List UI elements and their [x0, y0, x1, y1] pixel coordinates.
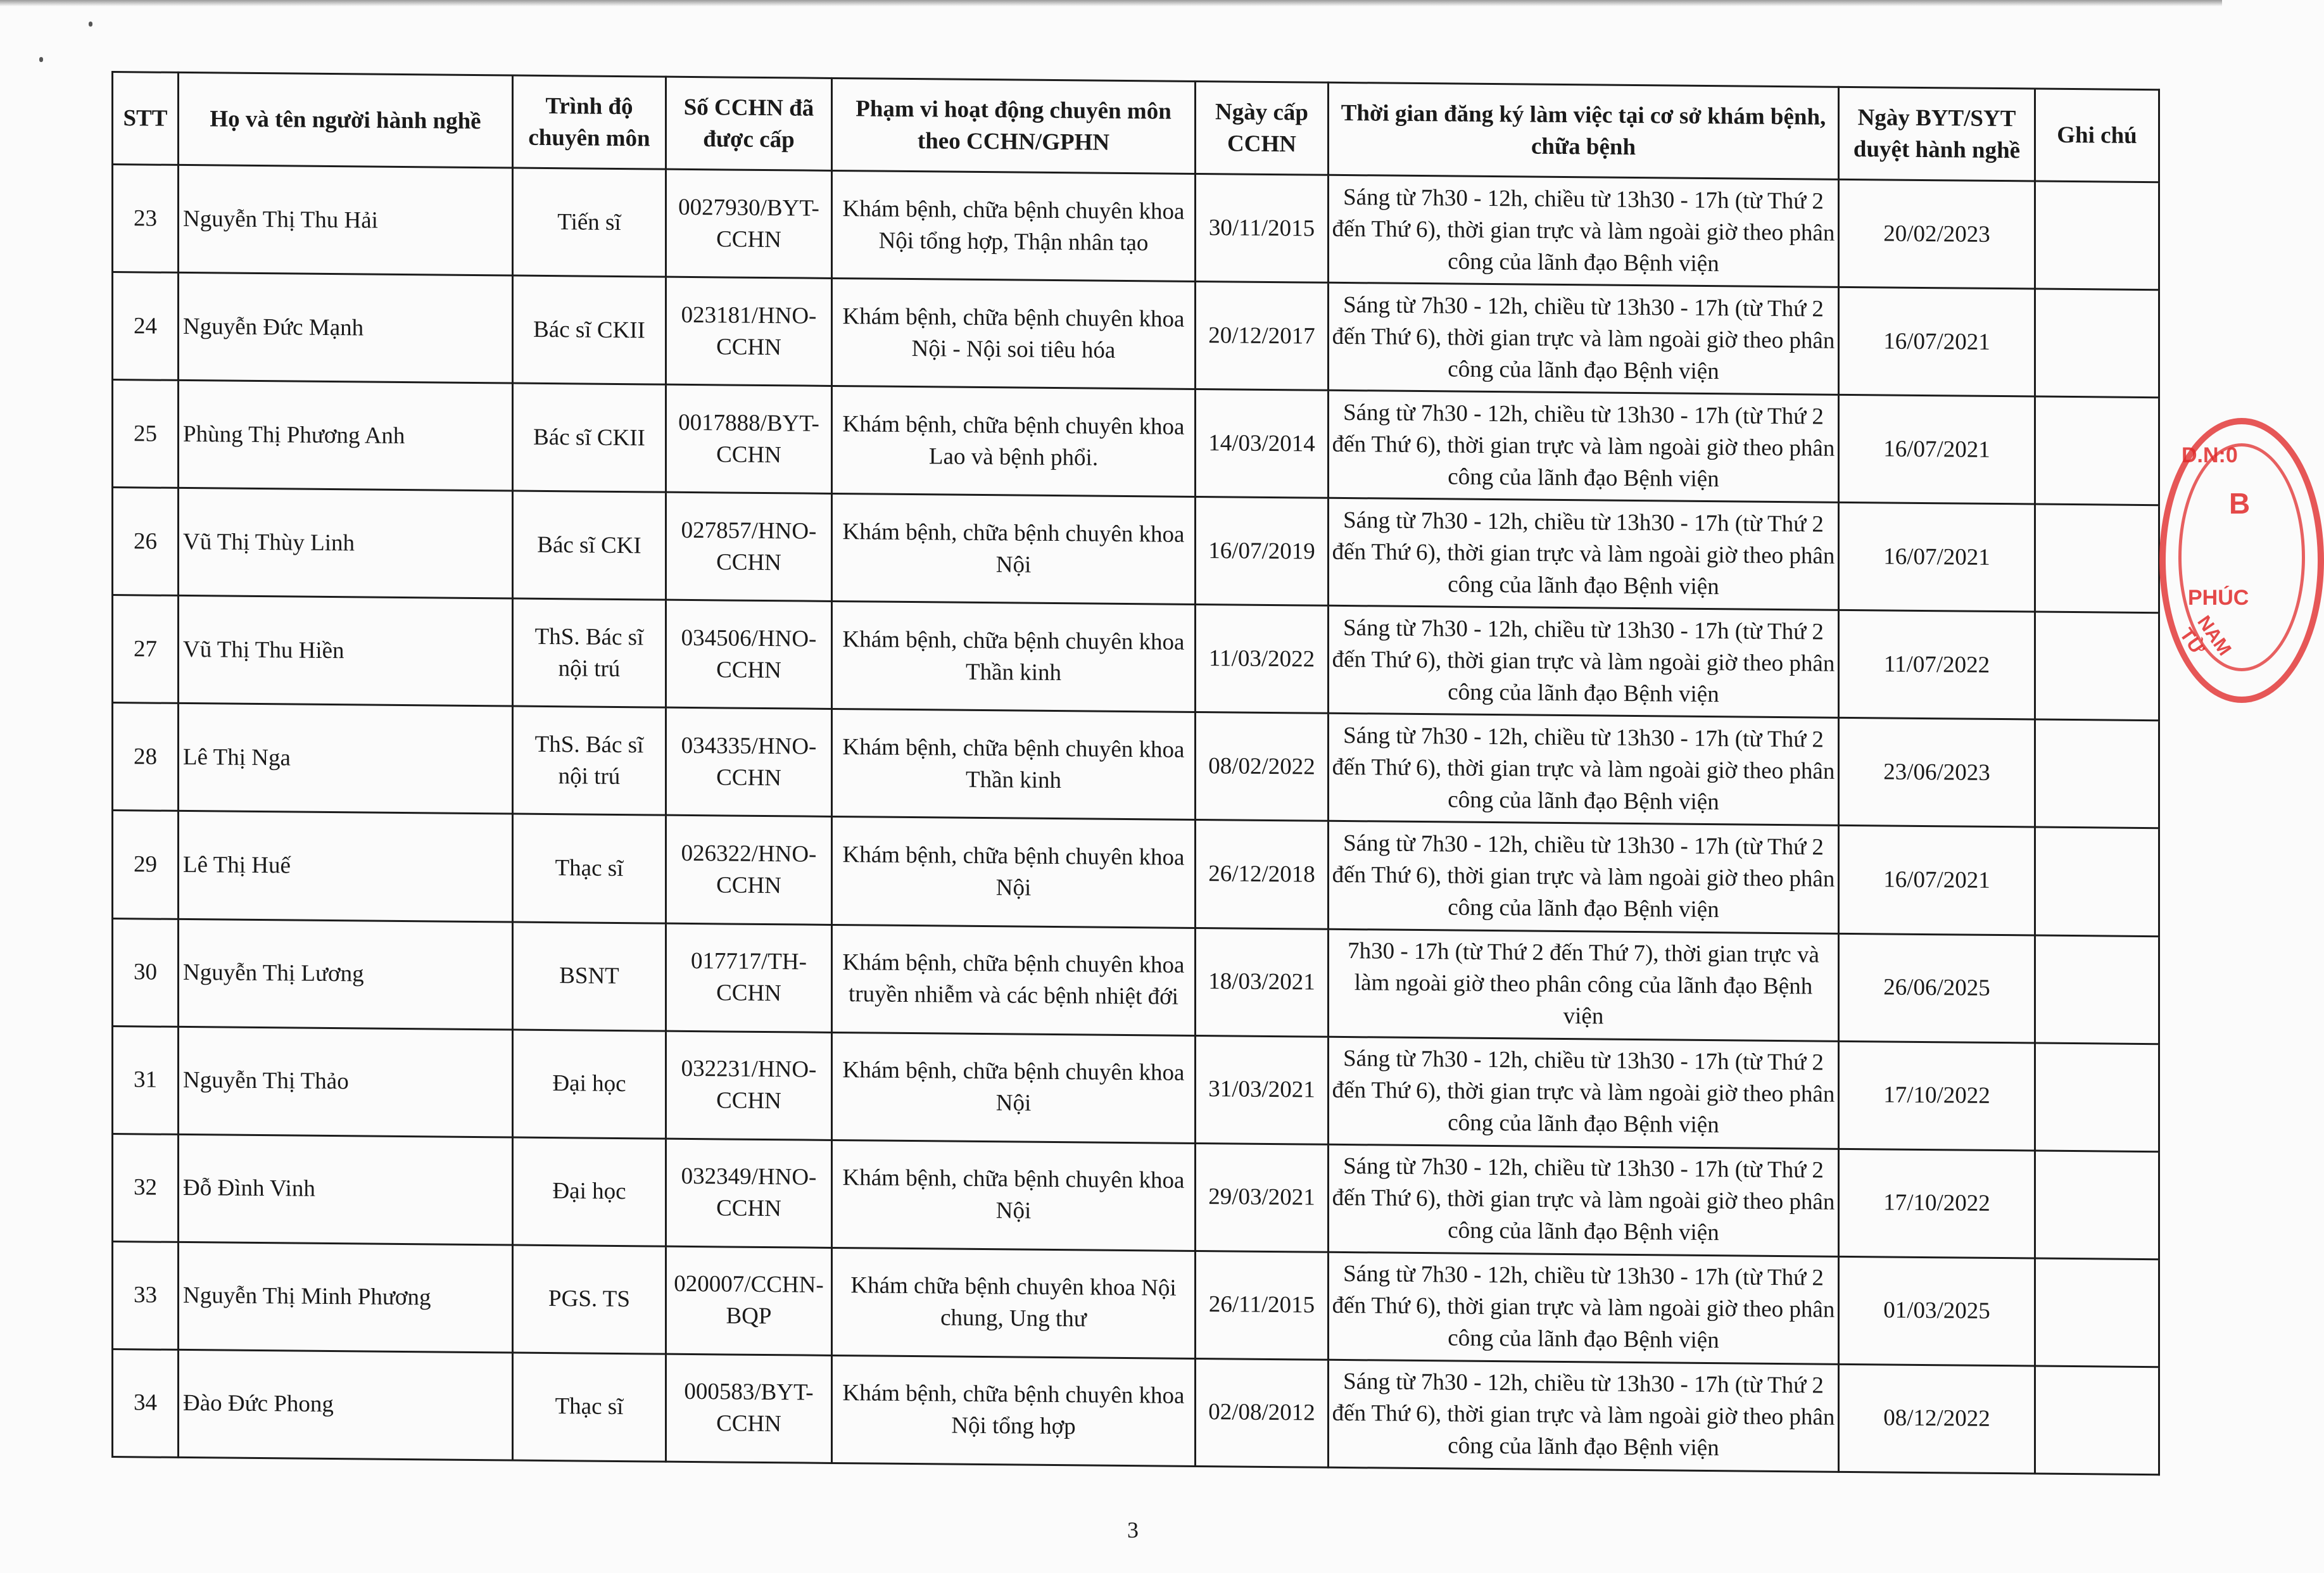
- cell-approved: 11/07/2022: [1839, 610, 2035, 720]
- cell-cert: 023181/HNO-CCHN: [666, 277, 832, 386]
- cell-cert: 034335/HNO-CCHN: [666, 708, 832, 817]
- seal-fragment: PHÚC: [2188, 586, 2249, 610]
- cell-scope: Khám bệnh, chữa bệnh chuyên khoa truyền nhiễm và các bệnh nhiệt đới: [832, 925, 1196, 1035]
- table-row: [113, 272, 2159, 398]
- cell-time: Sáng từ 7h30 - 12h, chiều từ 13h30 - 17h (từ Thứ 2 đến Thứ 6), thời gian trực và làm ngoài giờ theo phân công của lãnh đạo Bệnh viện: [1329, 606, 1839, 718]
- cell-approved: 17/10/2022: [1839, 1149, 2035, 1258]
- cell-note: [2035, 1151, 2159, 1260]
- cell-cert: 032349/HNO-CCHN: [666, 1139, 832, 1248]
- cell-approved: 01/03/2025: [1839, 1256, 2035, 1366]
- cell-time: Sáng từ 7h30 - 12h, chiều từ 13h30 - 17h (từ Thứ 2 đến Thứ 6), thời gian trực và làm ngoài giờ theo phân công của lãnh đạo Bệnh viện: [1329, 498, 1839, 610]
- cell-issued: 16/07/2019: [1196, 497, 1329, 606]
- cell-scope: Khám bệnh, chữa bệnh chuyên khoa Nội: [832, 817, 1196, 928]
- cell-stt: 33: [113, 1241, 179, 1349]
- cell-stt: 29: [113, 811, 179, 919]
- cell-level: Bác sĩ CKII: [513, 383, 666, 492]
- cell-note: [2035, 827, 2159, 936]
- cell-time: Sáng từ 7h30 - 12h, chiều từ 13h30 - 17h (từ Thứ 2 đến Thứ 6), thời gian trực và làm ngoài giờ theo phân công của lãnh đạo Bệnh viện: [1329, 714, 1839, 826]
- table-row: [113, 1026, 2159, 1151]
- cell-time: Sáng từ 7h30 - 12h, chiều từ 13h30 - 17h (từ Thứ 2 đến Thứ 6), thời gian trực và làm ngoài giờ theo phân công của lãnh đạo Bệnh viện: [1329, 1144, 1839, 1256]
- cell-level: Thạc sĩ: [513, 1353, 666, 1462]
- cell-name: Nguyễn Thị Lương: [179, 919, 513, 1030]
- cell-name: Vũ Thị Thu Hiền: [179, 596, 513, 707]
- cell-time: Sáng từ 7h30 - 12h, chiều từ 13h30 - 17h (từ Thứ 2 đến Thứ 6), thời gian trực và làm ngoài giờ theo phân công của lãnh đạo Bệnh viện: [1329, 1360, 1839, 1472]
- cell-stt: 31: [113, 1026, 179, 1134]
- cell-stt: 26: [113, 488, 179, 596]
- cell-level: Tiến sĩ: [513, 168, 666, 277]
- cell-cert: 0017888/BYT-CCHN: [666, 384, 832, 493]
- table-row: [113, 811, 2159, 936]
- cell-approved: 20/02/2023: [1839, 179, 2035, 289]
- cell-level: PGS. TS: [513, 1245, 666, 1354]
- seal-fragment: NAM TỪ: [2175, 612, 2235, 660]
- cell-level: ThS. Bác sĩ nội trú: [513, 706, 666, 815]
- cell-name: Nguyễn Thị Minh Phương: [179, 1242, 513, 1353]
- header-row: [113, 72, 2159, 182]
- table-row: [113, 1241, 2159, 1367]
- cell-issued: 11/03/2022: [1196, 605, 1329, 714]
- cell-note: [2035, 719, 2159, 828]
- header-note: Ghi chú: [2035, 89, 2159, 182]
- cell-time: Sáng từ 7h30 - 12h, chiều từ 13h30 - 17h (từ Thứ 2 đến Thứ 6), thời gian trực và làm ngoài giờ theo phân công của lãnh đạo Bệnh viện: [1329, 282, 1839, 395]
- header-scope: Phạm vi hoạt động chuyên môn theo CCHN/GPHN: [832, 78, 1196, 174]
- cell-scope: Khám bệnh, chữa bệnh chuyên khoa Nội: [832, 1140, 1196, 1251]
- cell-note: [2035, 935, 2159, 1044]
- cell-issued: 18/03/2021: [1196, 928, 1329, 1037]
- cell-time: Sáng từ 7h30 - 12h, chiều từ 13h30 - 17h (từ Thứ 2 đến Thứ 6), thời gian trực và làm ngoài giờ theo phân công của lãnh đạo Bệnh viện: [1329, 1252, 1839, 1364]
- cell-time: Sáng từ 7h30 - 12h, chiều từ 13h30 - 17h (từ Thứ 2 đến Thứ 6), thời gian trực và làm ngoài giờ theo phân công của lãnh đạo Bệnh viện: [1329, 821, 1839, 933]
- cell-name: Đỗ Đình Vinh: [179, 1134, 513, 1245]
- cell-name: Nguyễn Thị Thảo: [179, 1027, 513, 1137]
- cell-level: Bác sĩ CKII: [513, 275, 666, 384]
- cell-cert: 000583/BYT-CCHN: [666, 1354, 832, 1463]
- cell-name: Nguyễn Đức Mạnh: [179, 272, 513, 383]
- cell-level: Đại học: [513, 1137, 666, 1246]
- cell-issued: 31/03/2021: [1196, 1035, 1329, 1144]
- table-row: [113, 488, 2159, 613]
- cell-note: [2035, 1043, 2159, 1152]
- cell-scope: Khám bệnh, chữa bệnh chuyên khoa Lao và bệnh phổi.: [832, 386, 1196, 497]
- cell-issued: 02/08/2012: [1196, 1358, 1329, 1467]
- cell-issued: 30/11/2015: [1196, 174, 1329, 282]
- cell-scope: Khám bệnh, chữa bệnh chuyên khoa Nội - Nội soi tiêu hóa: [832, 279, 1196, 389]
- cell-scope: Khám chữa bệnh chuyên khoa Nội chung, Ung thư: [832, 1248, 1196, 1358]
- seal-fragment: D.N:0: [2182, 443, 2238, 467]
- seal-fragment: B: [2229, 487, 2251, 520]
- cell-approved: 16/07/2021: [1839, 287, 2035, 396]
- cell-name: Lê Thị Nga: [179, 704, 513, 814]
- header-stt: STT: [113, 72, 179, 165]
- table-header: [113, 72, 2159, 182]
- cell-stt: 23: [113, 165, 179, 273]
- table-row: [113, 703, 2159, 828]
- header-cert: Số CCHN đã được cấp: [666, 77, 832, 170]
- cell-note: [2035, 289, 2159, 398]
- cell-issued: 20/12/2017: [1196, 282, 1329, 391]
- cell-scope: Khám bệnh, chữa bệnh chuyên khoa Nội tổng hợp: [832, 1355, 1196, 1466]
- cell-stt: 27: [113, 595, 179, 704]
- cell-cert: 017717/TH-CCHN: [666, 923, 832, 1032]
- cell-time: Sáng từ 7h30 - 12h, chiều từ 13h30 - 17h (từ Thứ 2 đến Thứ 6), thời gian trực và làm ngoài giờ theo phân công của lãnh đạo Bệnh viện: [1329, 175, 1839, 287]
- cell-level: ThS. Bác sĩ nội trú: [513, 598, 666, 707]
- cell-name: Phùng Thị Phương Anh: [179, 381, 513, 491]
- cell-issued: 26/12/2018: [1196, 820, 1329, 929]
- cell-level: Đại học: [513, 1030, 666, 1139]
- header-level: Trình độ chuyên môn: [513, 75, 666, 169]
- cell-cert: 032231/HNO-CCHN: [666, 1031, 832, 1140]
- cell-stt: 25: [113, 380, 179, 488]
- table-row: [113, 918, 2159, 1044]
- cell-approved: 16/07/2021: [1839, 395, 2035, 504]
- cell-scope: Khám bệnh, chữa bệnh chuyên khoa Nội tổng hợp, Thận nhân tạo: [832, 170, 1196, 281]
- cell-stt: 34: [113, 1349, 179, 1457]
- cell-cert: 034506/HNO-CCHN: [666, 600, 832, 709]
- cell-note: [2035, 612, 2159, 721]
- cell-stt: 32: [113, 1134, 179, 1242]
- cell-issued: 26/11/2015: [1196, 1251, 1329, 1360]
- cell-issued: 08/02/2022: [1196, 712, 1329, 821]
- cell-cert: 0027930/BYT-CCHN: [666, 169, 832, 278]
- cell-note: [2035, 181, 2159, 290]
- table-row: [113, 165, 2159, 290]
- cell-note: [2035, 396, 2159, 505]
- table-row: [113, 1134, 2159, 1259]
- cell-name: Vũ Thị Thùy Linh: [179, 488, 513, 599]
- cell-note: [2035, 504, 2159, 613]
- cell-note: [2035, 1366, 2159, 1475]
- cell-time: Sáng từ 7h30 - 12h, chiều từ 13h30 - 17h (từ Thứ 2 đến Thứ 6), thời gian trực và làm ngoài giờ theo phân công của lãnh đạo Bệnh viện: [1329, 1037, 1839, 1149]
- cell-stt: 28: [113, 703, 179, 811]
- cell-level: Thạc sĩ: [513, 814, 666, 923]
- cell-name: Nguyễn Thị Thu Hải: [179, 165, 513, 275]
- cell-scope: Khám bệnh, chữa bệnh chuyên khoa Nội: [832, 494, 1196, 605]
- cell-issued: 29/03/2021: [1196, 1143, 1329, 1252]
- cell-approved: 16/07/2021: [1839, 503, 2035, 612]
- table-row: [113, 380, 2159, 505]
- header-issued: Ngày cấp CCHN: [1196, 81, 1329, 175]
- table-row: [113, 1349, 2159, 1474]
- cell-name: Đào Đức Phong: [179, 1349, 513, 1460]
- practitioner-table: [111, 71, 2160, 1475]
- cell-approved: 08/12/2022: [1839, 1364, 2035, 1474]
- cell-approved: 26/06/2025: [1839, 933, 2035, 1043]
- cell-name: Lê Thị Huế: [179, 811, 513, 922]
- cell-note: [2035, 1258, 2159, 1367]
- cell-scope: Khám bệnh, chữa bệnh chuyên khoa Thần kinh: [832, 602, 1196, 712]
- header-name: Họ và tên người hành nghề: [179, 72, 513, 168]
- cell-issued: 14/03/2014: [1196, 389, 1329, 498]
- cell-approved: 17/10/2022: [1839, 1041, 2035, 1151]
- scan-edge: [0, 0, 2222, 6]
- header-approved: Ngày BYT/SYT duyệt hành nghề: [1839, 87, 2035, 181]
- cell-time: 7h30 - 17h (từ Thứ 2 đến Thứ 7), thời gian trực và làm ngoài giờ theo phân công của lãnh đạo Bệnh viện: [1329, 929, 1839, 1041]
- cell-stt: 24: [113, 272, 179, 381]
- header-time: Thời gian đăng ký làm việc tại cơ sở khám bệnh, chữa bệnh: [1329, 82, 1839, 179]
- cell-scope: Khám bệnh, chữa bệnh chuyên khoa Thần kinh: [832, 709, 1196, 820]
- cell-time: Sáng từ 7h30 - 12h, chiều từ 13h30 - 17h (từ Thứ 2 đến Thứ 6), thời gian trực và làm ngoài giờ theo phân công của lãnh đạo Bệnh viện: [1329, 390, 1839, 502]
- cell-cert: 020007/CCHN-BQP: [666, 1246, 832, 1355]
- table-row: [113, 595, 2159, 721]
- cell-cert: 026322/HNO-CCHN: [666, 816, 832, 925]
- scan-speck: [89, 22, 92, 27]
- cell-stt: 30: [113, 918, 179, 1027]
- table-body: [113, 165, 2159, 1475]
- scan-speck: [39, 57, 43, 62]
- cell-cert: 027857/HNO-CCHN: [666, 492, 832, 601]
- cell-level: BSNT: [513, 922, 666, 1031]
- cell-level: Bác sĩ CKI: [513, 491, 666, 600]
- cell-approved: 23/06/2023: [1839, 718, 2035, 828]
- cell-approved: 16/07/2021: [1839, 826, 2035, 935]
- cell-scope: Khám bệnh, chữa bệnh chuyên khoa Nội: [832, 1032, 1196, 1143]
- page-number: 3: [1127, 1517, 1139, 1543]
